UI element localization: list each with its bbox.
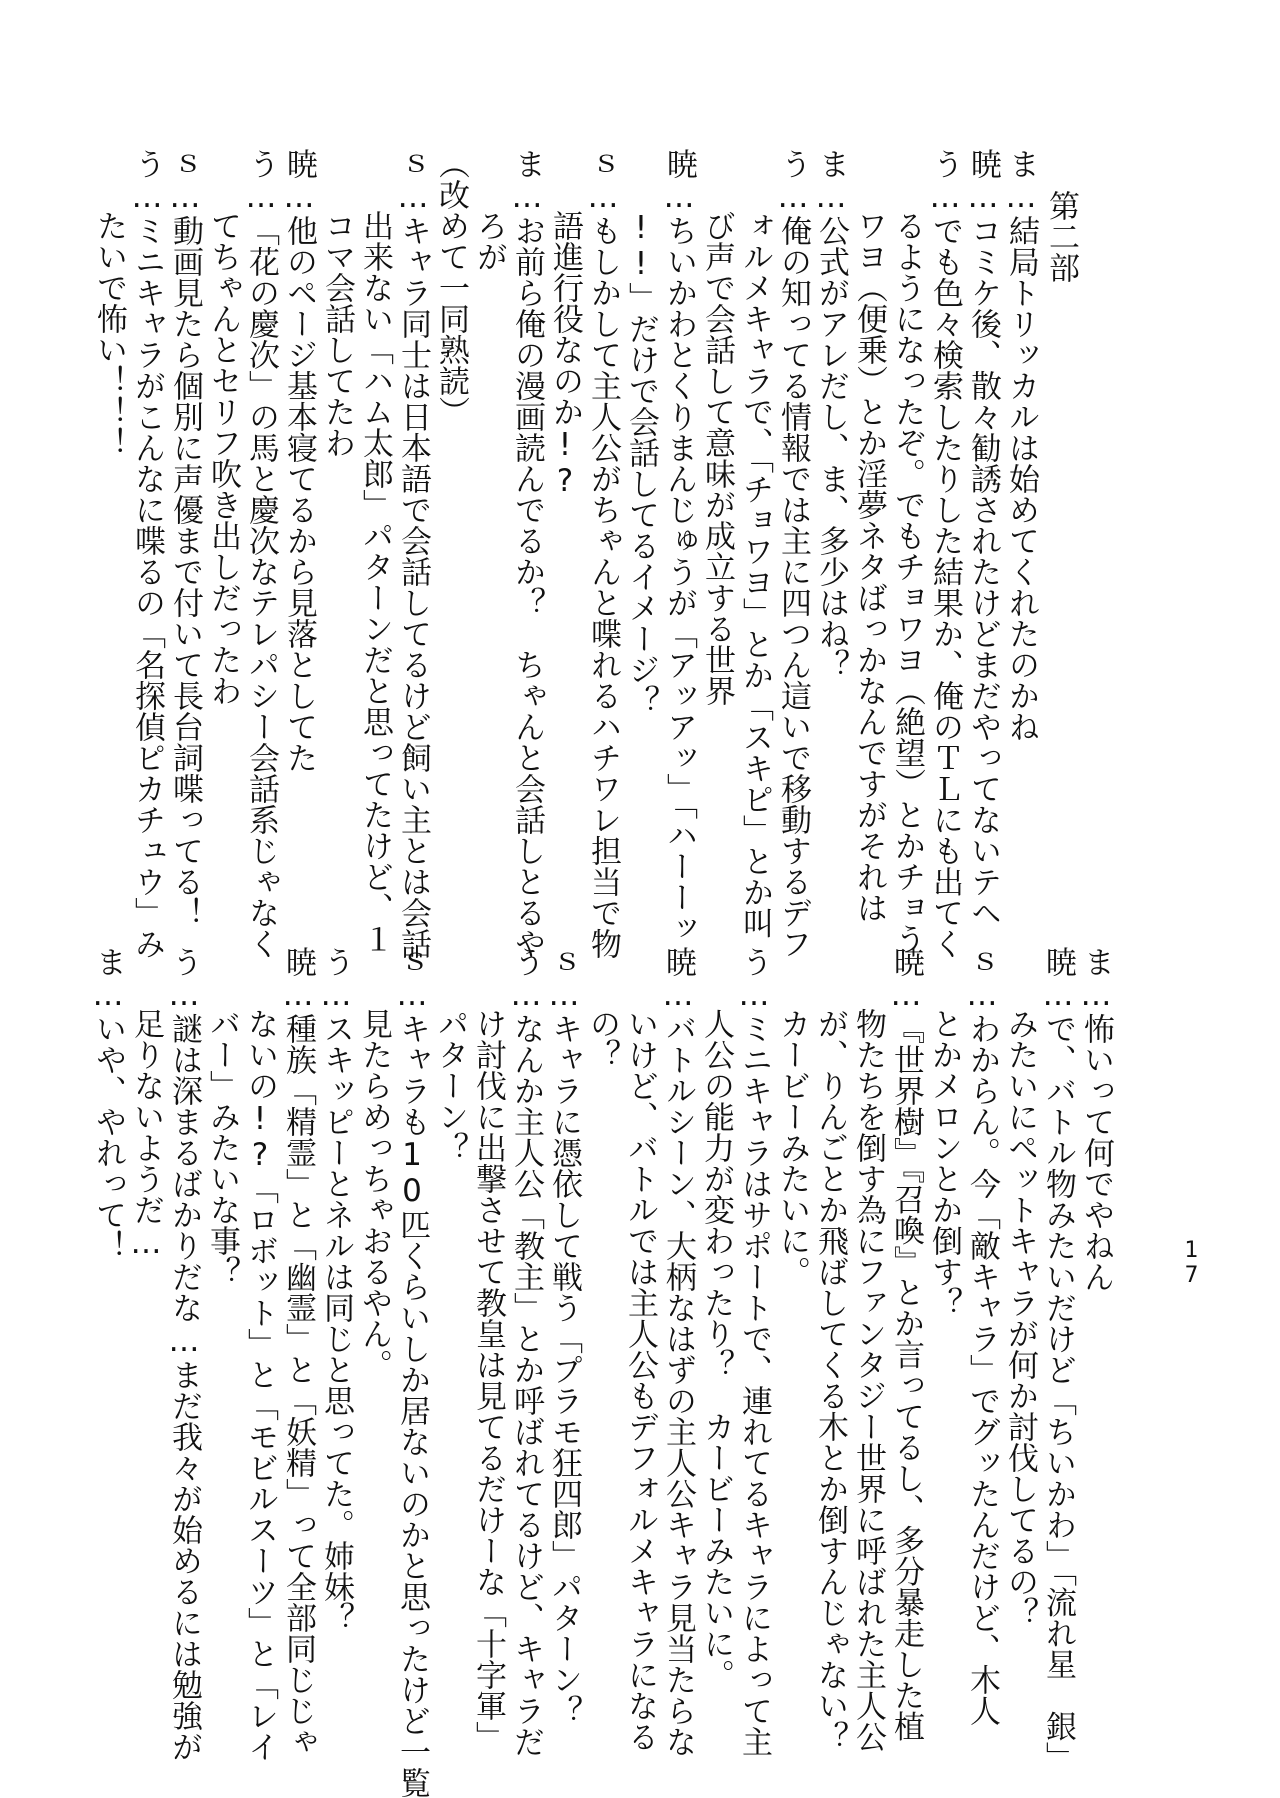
dialogue-line: ｓ…わからん。今「敵キャラ」でグッたんだけど、木人	[964, 946, 1000, 1726]
dialogue-line: 見たらめっちゃおるやん。	[356, 1008, 392, 1380]
dialogue-line: う…でも色々検索したりした結果か、俺のＴＬにも出てく	[927, 148, 963, 959]
dialogue-line: う…ミニキャラがこんなに喋るの「名探偵ピカチュウ」み	[129, 148, 165, 959]
dialogue-line: （改めて一同熟読）	[433, 148, 469, 427]
lower-dialogue-block	[89, 946, 1115, 1798]
dialogue-line: るようになったぞ。でもチョワヨ（絶望）とかチョう	[889, 210, 925, 954]
section-title: 第二部	[1043, 190, 1079, 283]
dialogue-line: が、りんごとか飛ばしてくる木とか倒すんじゃない？	[812, 1008, 848, 1752]
dialogue-line: け討伐に出撃させて教皇は見てるだけーな「十字軍」	[470, 1008, 506, 1752]
dialogue-line: ま…お前ら俺の漫画読んでるか？ ちゃんと会話しとるや	[509, 148, 545, 959]
dialogue-line: てちゃんとセリフ吹き出しだったわ	[205, 210, 241, 706]
dialogue-line: 語進行役なのか!?	[547, 210, 583, 499]
dialogue-line: ろが	[471, 210, 507, 272]
dialogue-line: ｓ…もしかして主人公がちゃんと喋れるハチワレ担当で物	[585, 148, 621, 959]
dialogue-line: ま…いや、やれって！	[90, 946, 126, 1261]
dialogue-line: う…なんか主人公「教主」とか呼ばれてるけど、キャラだ	[508, 946, 544, 1757]
dialogue-line: 暁…コミケ後、散々勧誘されたけどまだやってないテヘ	[965, 148, 1001, 928]
dialogue-line: パターン？	[432, 1008, 468, 1163]
dialogue-line: び声で会話して意味が成立する世界	[699, 210, 735, 706]
dialogue-line: ｓ…キャラも10匹くらいしか居ないのかと思ったけど一覧	[394, 946, 430, 1798]
page-number: 17	[1179, 1238, 1204, 1288]
dialogue-line: コマ会話してたわ	[319, 210, 355, 458]
dialogue-line: ォルメキャラで、「チョワヨ」とか「スキピ」とか叫	[737, 210, 773, 939]
dialogue-line: ｓ…キャラ同士は日本語で会話してるけど飼い主とは会話	[395, 148, 431, 959]
dialogue-line: 人公の能力が変わったり？ カービーみたいに。	[698, 1008, 734, 1690]
dialogue-line: バー」みたいな事？	[204, 1008, 240, 1287]
dialogue-line: う…スキッピーとネルは同じと思ってた。姉妹？	[318, 946, 354, 1633]
dialogue-line: 暁…種族「精霊」と「幽霊」と「妖精」って全部同じじゃ	[280, 946, 316, 1757]
dialogue-line: 出来ない「ハム太郎」パターンだと思ってたけど、１	[357, 210, 393, 954]
dialogue-line: ワヨ（便乗）とか淫夢ネタばっかなんですがそれは	[851, 210, 887, 923]
dialogue-line: とかメロンとか倒す？	[926, 1008, 962, 1318]
dialogue-line: ま…結局トリッカルは始めてくれたのかね	[1003, 148, 1039, 742]
dialogue-line: う…「花の慶次」の馬と慶次なテレパシー会話系じゃなく	[243, 148, 279, 959]
dialogue-line: たいで怖い！！！	[91, 210, 127, 458]
dialogue-line: 暁…『世界樹』『召喚』とか言ってるし、多分暴走した植	[888, 946, 924, 1742]
dialogue-line: 暁…ちいかわとくりまんじゅうが「アッアッ」「ハーーッ	[661, 148, 697, 944]
dialogue-line: 物たちを倒す為にファンタジー世界に呼ばれた主人公	[850, 1008, 886, 1752]
dialogue-line: ないの!?「ロボット」と「モビルスーツ」と「レイ	[242, 1008, 278, 1762]
dialogue-line: ｓ…動画見たら個別に声優まで付いて長台詞喋ってる！	[167, 148, 203, 928]
dialogue-line: 足りないようだ…	[128, 1008, 164, 1261]
dialogue-line: いけど、バトルでは主人公もデフォルメキャラになる	[622, 1008, 658, 1752]
dialogue-line: 暁…で、バトル物みたいだけど「ちいかわ」「流れ星 銀」	[1040, 946, 1076, 1773]
dialogue-line: ま…公式がアレだし、ま、多少はね？	[813, 148, 849, 680]
dialogue-line: う…ミニキャラはサポートで、連れてるキャラによって主	[736, 946, 772, 1757]
dialogue-line: ま…怖いって何でやねん	[1078, 946, 1114, 1292]
upper-dialogue-block	[90, 148, 1040, 959]
dialogue-line: う…俺の知ってる情報では主に四つん這いで移動するデフ	[775, 148, 811, 959]
dialogue-line: ｓ…キャラに憑依して戦う「プラモ狂四郎」パターン？	[546, 946, 582, 1726]
dialogue-line: 暁…他のページ基本寝てるから見落としてた	[281, 148, 317, 773]
dialogue-line: !!」だけで会話してるイメージ？	[623, 210, 659, 716]
dialogue-line: カービーみたいに。	[774, 1008, 810, 1287]
dialogue-line: 暁…バトルシーン、大柄なはずの主人公キャラ見当たらな	[660, 946, 696, 1757]
dialogue-line: の？	[584, 1008, 620, 1070]
dialogue-line: う…謎は深まるばかりだな…まだ我々が始めるには勉強が	[166, 946, 202, 1762]
dialogue-line: みたいにペットキャラが何か討伐してるの？	[1002, 1008, 1038, 1628]
